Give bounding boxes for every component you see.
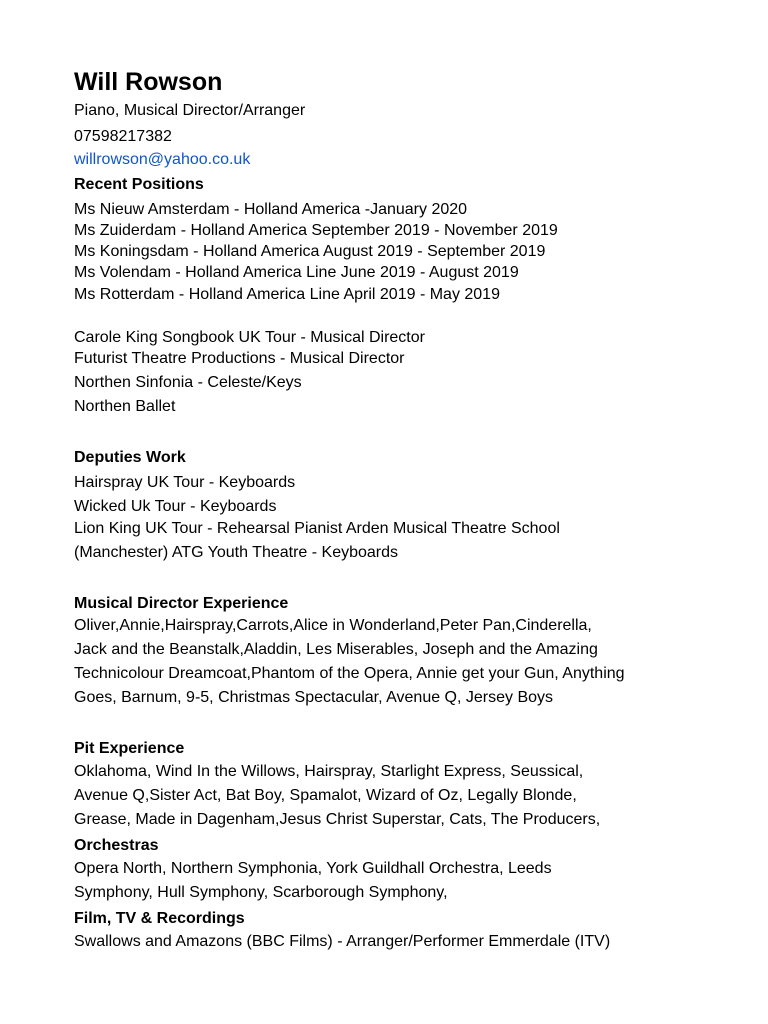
md-experience-heading: Musical Director Experience bbox=[74, 595, 289, 612]
position-item: Ms Volendam - Holland America Line June 2019 - August 2019 bbox=[74, 264, 519, 281]
cv-email-link[interactable]: willrowson@yahoo.co.uk bbox=[74, 151, 251, 168]
cv-name: Will Rowson bbox=[74, 68, 223, 96]
film-tv-line: Swallows and Amazons (BBC Films) - Arranger/Performer Emmerdale (ITV) bbox=[74, 933, 611, 950]
other-position-item: Futurist Theatre Productions - Musical Director bbox=[74, 350, 405, 367]
position-item: Ms Koningsdam - Holland America August 2019 - September 2019 bbox=[74, 243, 546, 260]
other-position-item: Carole King Songbook UK Tour - Musical Director bbox=[74, 329, 425, 346]
position-item: Ms Zuiderdam - Holland America September 2019 - November 2019 bbox=[74, 222, 558, 239]
cv-phone: 07598217382 bbox=[74, 128, 172, 145]
md-experience-line: Jack and the Beanstalk,Aladdin, Les Miserables, Joseph and the Amazing bbox=[74, 641, 598, 658]
orchestras-line: Symphony, Hull Symphony, Scarborough Symphony, bbox=[74, 884, 448, 901]
md-experience-line: Goes, Barnum, 9-5, Christmas Spectacular, Avenue Q, Jersey Boys bbox=[74, 689, 554, 706]
md-experience-line: Technicolour Dreamcoat,Phantom of the Opera, Annie get your Gun, Anything bbox=[74, 665, 625, 682]
recent-positions-heading: Recent Positions bbox=[74, 176, 204, 193]
position-item: Ms Rotterdam - Holland America Line April 2019 - May 2019 bbox=[74, 286, 500, 303]
pit-experience-heading: Pit Experience bbox=[74, 740, 185, 757]
pit-experience-line: Oklahoma, Wind In the Willows, Hairspray, Starlight Express, Seussical, bbox=[74, 763, 584, 780]
deputies-line: Lion King UK Tour - Rehearsal Pianist Arden Musical Theatre School bbox=[74, 520, 560, 537]
cv-role: Piano, Musical Director/Arranger bbox=[74, 102, 306, 119]
position-item: Ms Nieuw Amsterdam - Holland America -January 2020 bbox=[74, 201, 468, 218]
other-position-item: Northen Ballet bbox=[74, 398, 176, 415]
deputies-line: (Manchester) ATG Youth Theatre - Keyboards bbox=[74, 544, 399, 561]
other-position-item: Northen Sinfonia - Celeste/Keys bbox=[74, 374, 302, 391]
deputies-line: Hairspray UK Tour - Keyboards bbox=[74, 474, 296, 491]
md-experience-line: Oliver,Annie,Hairspray,Carrots,Alice in Wonderland,Peter Pan,Cinderella, bbox=[74, 617, 592, 634]
deputies-line: Wicked Uk Tour - Keyboards bbox=[74, 498, 277, 515]
deputies-work-heading: Deputies Work bbox=[74, 449, 186, 466]
orchestras-heading: Orchestras bbox=[74, 837, 159, 854]
film-tv-heading: Film, TV & Recordings bbox=[74, 910, 245, 927]
orchestras-line: Opera North, Northern Symphonia, York Guildhall Orchestra, Leeds bbox=[74, 860, 552, 877]
pit-experience-line: Avenue Q,Sister Act, Bat Boy, Spamalot, Wizard of Oz, Legally Blonde, bbox=[74, 787, 577, 804]
pit-experience-line: Grease, Made in Dagenham,Jesus Christ Superstar, Cats, The Producers, bbox=[74, 811, 601, 828]
